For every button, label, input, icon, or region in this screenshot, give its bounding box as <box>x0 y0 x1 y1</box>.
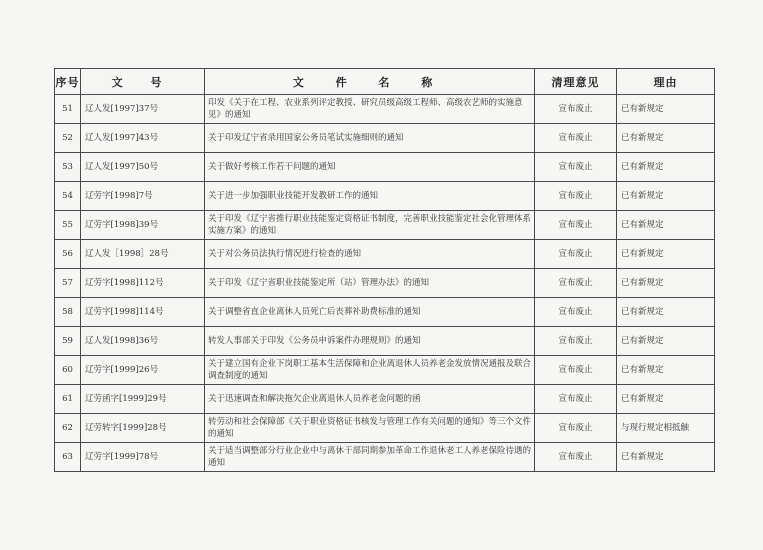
cell-title: 关于适当调整部分行业企业中与离休干部同期参加革命工作退休老工人养老保险待遇的通知 <box>205 443 535 472</box>
cell-reason: 已有新规定 <box>617 124 715 153</box>
cell-docno: 辽劳转字[1999]28号 <box>81 414 205 443</box>
cell-reason: 已有新规定 <box>617 298 715 327</box>
cell-docno: 辽劳字[1998]39号 <box>81 211 205 240</box>
cell-title: 关于迅速调查和解决拖欠企业离退休人员养老金问题的函 <box>205 385 535 414</box>
cell-seq: 52 <box>55 124 81 153</box>
table-row <box>55 211 715 240</box>
cell-opinion: 宣布废止 <box>535 240 617 269</box>
cell-opinion: 宣布废止 <box>535 443 617 472</box>
cell-seq: 57 <box>55 269 81 298</box>
table-row <box>55 414 715 443</box>
cell-title: 关于印发《辽宁省推行职业技能鉴定资格证书制度，完善职业技能鉴定社会化管理体系实施方案》的通知 <box>205 211 535 240</box>
cell-reason: 已有新规定 <box>617 356 715 385</box>
cell-title: 转发人事部关于印发《公务员申诉案件办理规则》的通知 <box>205 327 535 356</box>
cell-reason: 已有新规定 <box>617 240 715 269</box>
cell-docno: 辽劳函字[1999]29号 <box>81 385 205 414</box>
header-docno: 文 号 <box>81 69 205 95</box>
cell-opinion: 宣布废止 <box>535 124 617 153</box>
document-sheet <box>54 68 714 472</box>
cell-reason: 已有新规定 <box>617 182 715 211</box>
table-row <box>55 298 715 327</box>
cell-docno: 辽人发[1997]37号 <box>81 95 205 124</box>
cell-reason: 已有新规定 <box>617 443 715 472</box>
header-title: 文 件 名 称 <box>205 69 535 95</box>
cell-docno: 辽劳字[1999]26号 <box>81 356 205 385</box>
cell-seq: 63 <box>55 443 81 472</box>
header-seq: 序号 <box>55 69 81 95</box>
cell-title: 关于调整省直企业离休人员死亡后丧葬补助费标准的通知 <box>205 298 535 327</box>
cell-reason: 已有新规定 <box>617 211 715 240</box>
table-row <box>55 240 715 269</box>
cell-docno: 辽人发[1997]43号 <box>81 124 205 153</box>
cell-reason: 已有新规定 <box>617 327 715 356</box>
cell-reason: 已有新规定 <box>617 153 715 182</box>
cell-docno: 辽人发[1998]36号 <box>81 327 205 356</box>
table-row <box>55 356 715 385</box>
cell-docno: 辽人发[1997]50号 <box>81 153 205 182</box>
cell-reason: 已有新规定 <box>617 385 715 414</box>
cell-title: 印发《关于在工程、农业系列评定教授、研究员级高级工程师、高级农艺师的实施意见》的通知 <box>205 95 535 124</box>
cell-reason: 已有新规定 <box>617 95 715 124</box>
cell-docno: 辽劳字[1998]7号 <box>81 182 205 211</box>
table-row <box>55 124 715 153</box>
cell-seq: 51 <box>55 95 81 124</box>
cell-docno: 辽劳字[1998]114号 <box>81 298 205 327</box>
cell-opinion: 宣布废止 <box>535 298 617 327</box>
header-reason: 理由 <box>617 69 715 95</box>
cell-title: 关于进一步加强职业技能开发教研工作的通知 <box>205 182 535 211</box>
cell-docno: 辽人发［1998］28号 <box>81 240 205 269</box>
cell-seq: 56 <box>55 240 81 269</box>
cell-opinion: 宣布废止 <box>535 211 617 240</box>
cell-title: 关于做好考核工作若干问题的通知 <box>205 153 535 182</box>
cell-opinion: 宣布废止 <box>535 414 617 443</box>
cell-opinion: 宣布废止 <box>535 269 617 298</box>
cell-opinion: 宣布废止 <box>535 182 617 211</box>
table-row <box>55 95 715 124</box>
cell-seq: 61 <box>55 385 81 414</box>
cell-seq: 60 <box>55 356 81 385</box>
cell-docno: 辽劳字[1998]112号 <box>81 269 205 298</box>
cell-docno: 辽劳字[1999]78号 <box>81 443 205 472</box>
cell-seq: 53 <box>55 153 81 182</box>
cell-opinion: 宣布废止 <box>535 153 617 182</box>
table-row <box>55 385 715 414</box>
table-row <box>55 327 715 356</box>
cell-opinion: 宣布废止 <box>535 327 617 356</box>
cell-title: 关于对公务员法执行情况进行检查的通知 <box>205 240 535 269</box>
cell-seq: 59 <box>55 327 81 356</box>
cell-title: 关于印发辽宁省录用国家公务员笔试实施细则的通知 <box>205 124 535 153</box>
cell-seq: 54 <box>55 182 81 211</box>
cleanup-table <box>54 68 715 472</box>
cell-reason: 已有新规定 <box>617 269 715 298</box>
table-row <box>55 182 715 211</box>
cell-seq: 55 <box>55 211 81 240</box>
cell-opinion: 宣布废止 <box>535 356 617 385</box>
header-opinion: 清理意见 <box>535 69 617 95</box>
table-row <box>55 269 715 298</box>
cell-title: 关于建立国有企业下岗职工基本生活保障和企业离退休人员养老金发放情况通报及联合调查制度的通知 <box>205 356 535 385</box>
cell-seq: 62 <box>55 414 81 443</box>
cell-opinion: 宣布废止 <box>535 385 617 414</box>
cell-opinion: 宣布废止 <box>535 95 617 124</box>
table-row <box>55 443 715 472</box>
cell-seq: 58 <box>55 298 81 327</box>
cell-reason: 与现行规定相抵触 <box>617 414 715 443</box>
cell-title: 转劳动和社会保障部《关于职业资格证书核发与管理工作有关问题的通知》等三个文件的通知 <box>205 414 535 443</box>
table-header-row <box>55 69 715 95</box>
cell-title: 关于印发《辽宁省职业技能鉴定所（站）管理办法》的通知 <box>205 269 535 298</box>
table-row <box>55 153 715 182</box>
